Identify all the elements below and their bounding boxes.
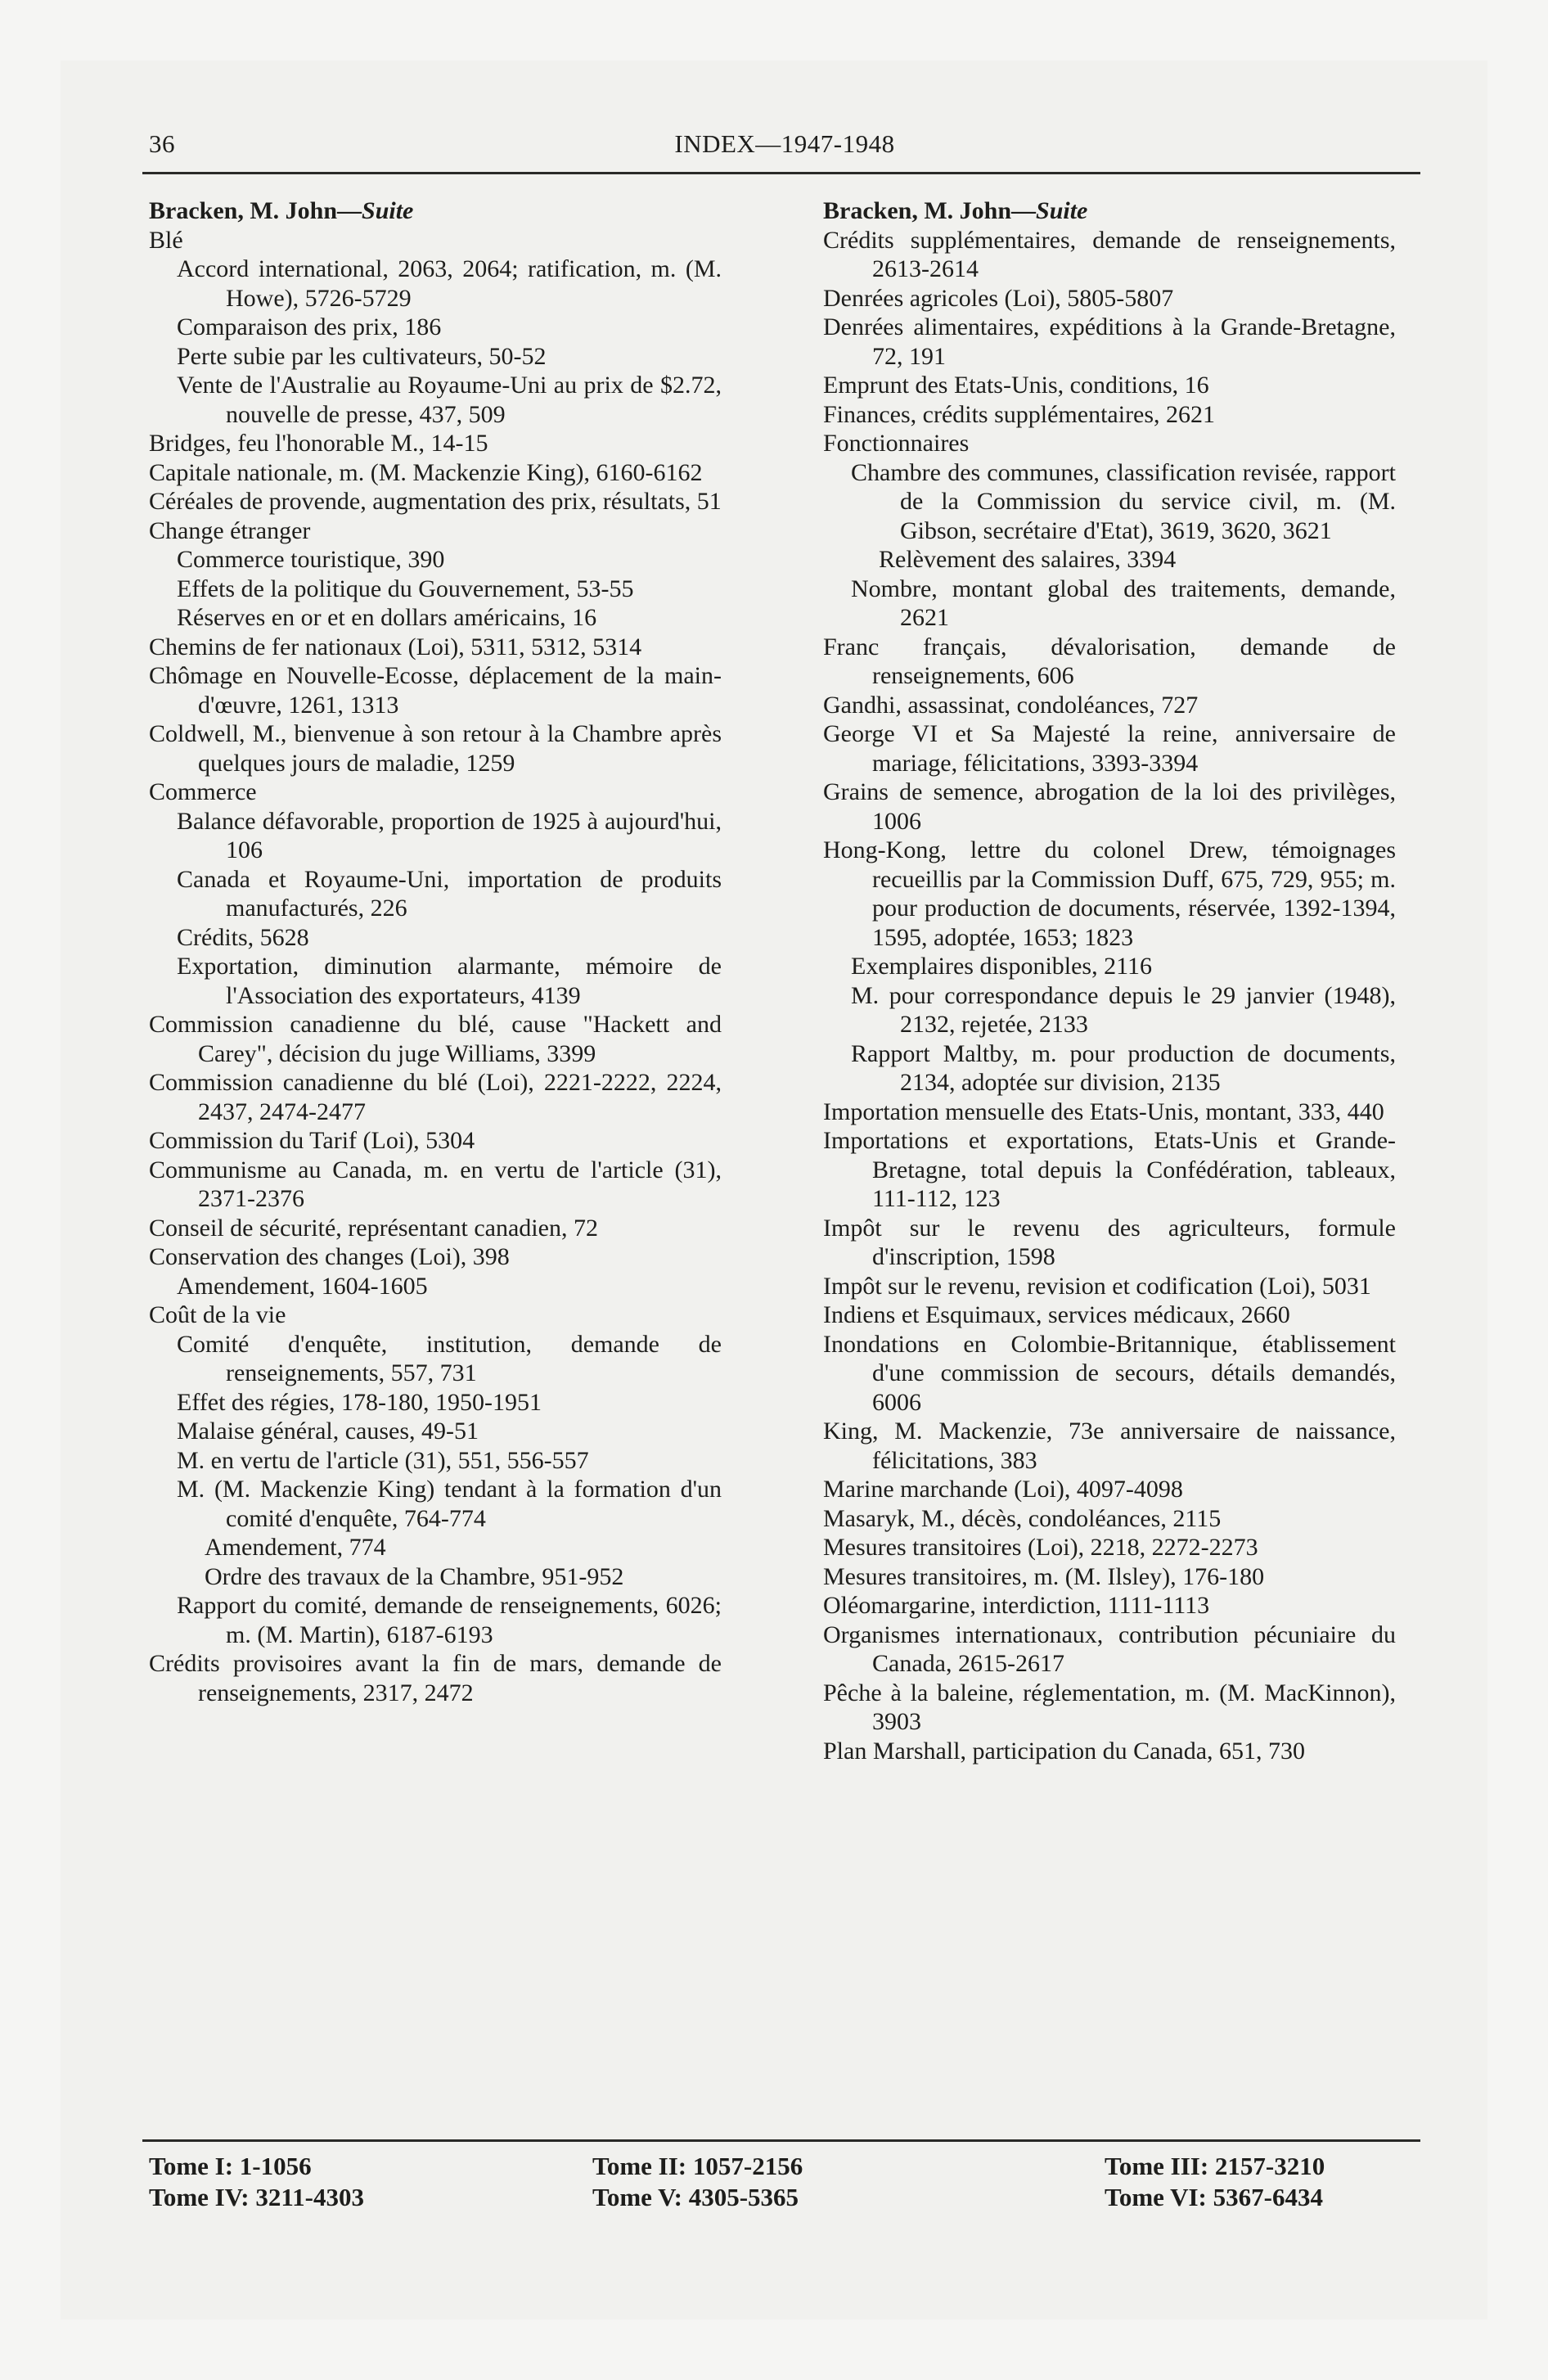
tome-range: Tome IV: 3211-4303 [149,2183,364,2211]
index-entry: Rapport Maltby, m. pour production de documents, 2134, adoptée sur division, 2135 [851,1039,1396,1096]
index-entry: Malaise général, causes, 49-51 [177,1418,479,1445]
heading-name: Bracken, M. John— [823,197,1037,224]
index-entry: Gandhi, assassinat, condoléances, 727 [823,691,1199,719]
index-entry: Capitale nationale, m. (M. Mackenzie King), 6160-6162 [149,458,703,486]
index-entry: Bridges, feu l'honorable M., 14-15 [149,430,488,457]
footer-group-1 [149,2151,364,2213]
index-entry: Denrées alimentaires, expéditions à la Grande-Bretagne, 72, 191 [823,313,1396,370]
heading-suite: Suite [362,197,414,224]
index-entry: Ordre des travaux de la Chambre, 951-952 [205,1562,624,1590]
right-column-heading [823,196,1396,226]
index-entry: Coldwell, M., bienvenue à son retour à la Chambre après quelques jours de maladie, 1259 [149,720,722,777]
index-entry: George VI et Sa Majesté la reine, anniversaire de mariage, félicitations, 3393-3394 [823,720,1396,777]
header-divider [142,172,1420,174]
index-entry: Balance défavorable, proportion de 1925 à aujourd'hui, 106 [177,807,722,863]
index-entry: King, M. Mackenzie, 73e anniversaire de naissance, félicitations, 383 [823,1418,1396,1474]
right-column [823,196,1396,1765]
index-entry: Mesures transitoires (Loi), 2218, 2272-2273 [823,1534,1258,1561]
index-entry: Oléomargarine, interdiction, 1111-1113 [823,1592,1210,1619]
tome-range: Tome VI: 5367-6434 [1105,2183,1323,2211]
index-entry: Amendement, 774 [205,1534,386,1561]
page-number: 36 [149,129,175,158]
index-entry: Commerce [149,778,257,805]
index-entry: M. en vertu de l'article (31), 551, 556-557 [177,1446,589,1474]
index-entry: Communisme au Canada, m. en vertu de l'article (31), 2371-2376 [149,1156,722,1212]
index-entry: Conseil de sécurité, représentant canadien, 72 [149,1214,598,1242]
index-entry: Commerce touristique, 390 [177,546,445,573]
footer-divider [142,2139,1420,2142]
index-entry: Chambre des communes, classification revisée, rapport de la Commission du service civil, m. (M. Gibson, secrétaire d'Etat), 3619, 3620, 3621 [851,458,1396,544]
index-entry: Importation mensuelle des Etats-Unis, montant, 333, 440 [823,1098,1384,1125]
index-entry: Commission canadienne du blé (Loi), 2221-2222, 2224, 2437, 2474-2477 [149,1069,722,1125]
index-entry: Exportation, diminution alarmante, mémoire de l'Association des exportateurs, 4139 [177,953,722,1009]
page-header [149,129,1420,170]
tome-range: Tome II: 1057-2156 [592,2152,803,2180]
index-entry: Effet des régies, 178-180, 1950-1951 [177,1388,542,1416]
left-column-heading [149,196,722,226]
index-entry: Chômage en Nouvelle-Ecosse, déplacement de la main-d'œuvre, 1261, 1313 [149,662,722,719]
index-entry: Masaryk, M., décès, condoléances, 2115 [823,1504,1222,1532]
page-title: INDEX—1947-1948 [674,129,895,158]
index-entry: Réserves en or et en dollars américains, 16 [177,604,597,631]
index-entry: Crédits supplémentaires, demande de renseignements, 2613-2614 [823,226,1396,282]
index-entry: M. (M. Mackenzie King) tendant à la formation d'un comité d'enquête, 764-774 [177,1476,722,1532]
index-entry: Comparaison des prix, 186 [177,313,442,340]
index-entry: Rapport du comité, demande de renseignements, 6026; m. (M. Martin), 6187-6193 [177,1592,722,1648]
index-entry: Marine marchande (Loi), 4097-4098 [823,1476,1183,1503]
index-entry: Blé [149,226,183,254]
index-entry: Emprunt des Etats-Unis, conditions, 16 [823,372,1209,399]
index-entry: Inondations en Colombie-Britannique, établissement d'une commission de secours, détails demandés, 6006 [823,1330,1396,1416]
heading-suite: Suite [1036,197,1088,224]
index-entry: Vente de l'Australie au Royaume-Uni au prix de $2.72, nouvelle de presse, 437, 509 [177,372,722,428]
index-entry: Pêche à la baleine, réglementation, m. (M. MacKinnon), 3903 [823,1679,1396,1735]
left-column [149,196,722,1707]
index-entry: Relèvement des salaires, 3394 [879,546,1177,573]
index-entry: Finances, crédits supplémentaires, 2621 [823,400,1216,428]
tome-range: Tome I: 1-1056 [149,2152,312,2180]
footer-group-3 [1105,2151,1325,2213]
index-entry: Nombre, montant global des traitements, demande, 2621 [851,575,1396,631]
index-entry: Denrées agricoles (Loi), 5805-5807 [823,284,1174,312]
index-entry: Impôt sur le revenu des agriculteurs, formule d'inscription, 1598 [823,1214,1396,1270]
index-entry: Fonctionnaires [823,430,970,457]
index-entry: Perte subie par les cultivateurs, 50-52 [177,342,547,370]
index-entry: Change étranger [149,516,311,544]
index-entry: Amendement, 1604-1605 [177,1272,428,1300]
index-entry: Coût de la vie [149,1301,286,1328]
index-entry: Crédits, 5628 [177,923,309,951]
index-entry: Accord international, 2063, 2064; ratification, m. (M. Howe), 5726-5729 [177,255,722,312]
index-entry: Exemplaires disponibles, 2116 [851,953,1152,980]
index-entry: Hong-Kong, lettre du colonel Drew, témoignages recueillis par la Commission Duff, 675, 729, 955; m. pour production de documents, réservée, 1392-1394, 1595, adoptée, 1653; 1823 [823,836,1396,951]
index-entry: Franc français, dévalorisation, demande de renseignements, 606 [823,633,1396,689]
footer-group-2 [592,2151,803,2213]
tome-range: Tome III: 2157-3210 [1105,2152,1325,2180]
index-entry: Chemins de fer nationaux (Loi), 5311, 5312, 5314 [149,633,642,660]
index-entry: Indiens et Esquimaux, services médicaux, 2660 [823,1301,1290,1328]
index-entry: Canada et Royaume-Uni, importation de produits manufacturés, 226 [177,865,722,922]
index-entry: M. pour correspondance depuis le 29 janvier (1948), 2132, rejetée, 2133 [851,981,1396,1038]
tome-range: Tome V: 4305-5365 [592,2183,799,2211]
index-entry: Conservation des changes (Loi), 398 [149,1243,510,1270]
index-entry: Céréales de provende, augmentation des prix, résultats, 51 [149,488,722,515]
index-entry: Impôt sur le revenu, revision et codification (Loi), 5031 [823,1272,1371,1300]
index-entry: Commission du Tarif (Loi), 5304 [149,1127,475,1154]
index-entry: Grains de semence, abrogation de la loi des privilèges, 1006 [823,778,1396,835]
index-entry: Effets de la politique du Gouvernement, 53-55 [177,575,634,602]
index-entry: Importations et exportations, Etats-Unis et Grande-Bretagne, total depuis la Confédération, tableaux, 111-112, 123 [823,1127,1396,1212]
index-entry: Commission canadienne du blé, cause "Hackett and Carey", décision du juge Williams, 3399 [149,1011,722,1067]
index-entry: Mesures transitoires, m. (M. Ilsley), 176-180 [823,1562,1265,1590]
index-entry: Comité d'enquête, institution, demande de renseignements, 557, 731 [177,1330,722,1386]
index-entry: Organismes internationaux, contribution pécuniaire du Canada, 2615-2617 [823,1620,1396,1677]
index-entry: Crédits provisoires avant la fin de mars, demande de renseignements, 2317, 2472 [149,1650,722,1706]
index-entry: Plan Marshall, participation du Canada, 651, 730 [823,1737,1306,1765]
heading-name: Bracken, M. John— [149,197,362,224]
